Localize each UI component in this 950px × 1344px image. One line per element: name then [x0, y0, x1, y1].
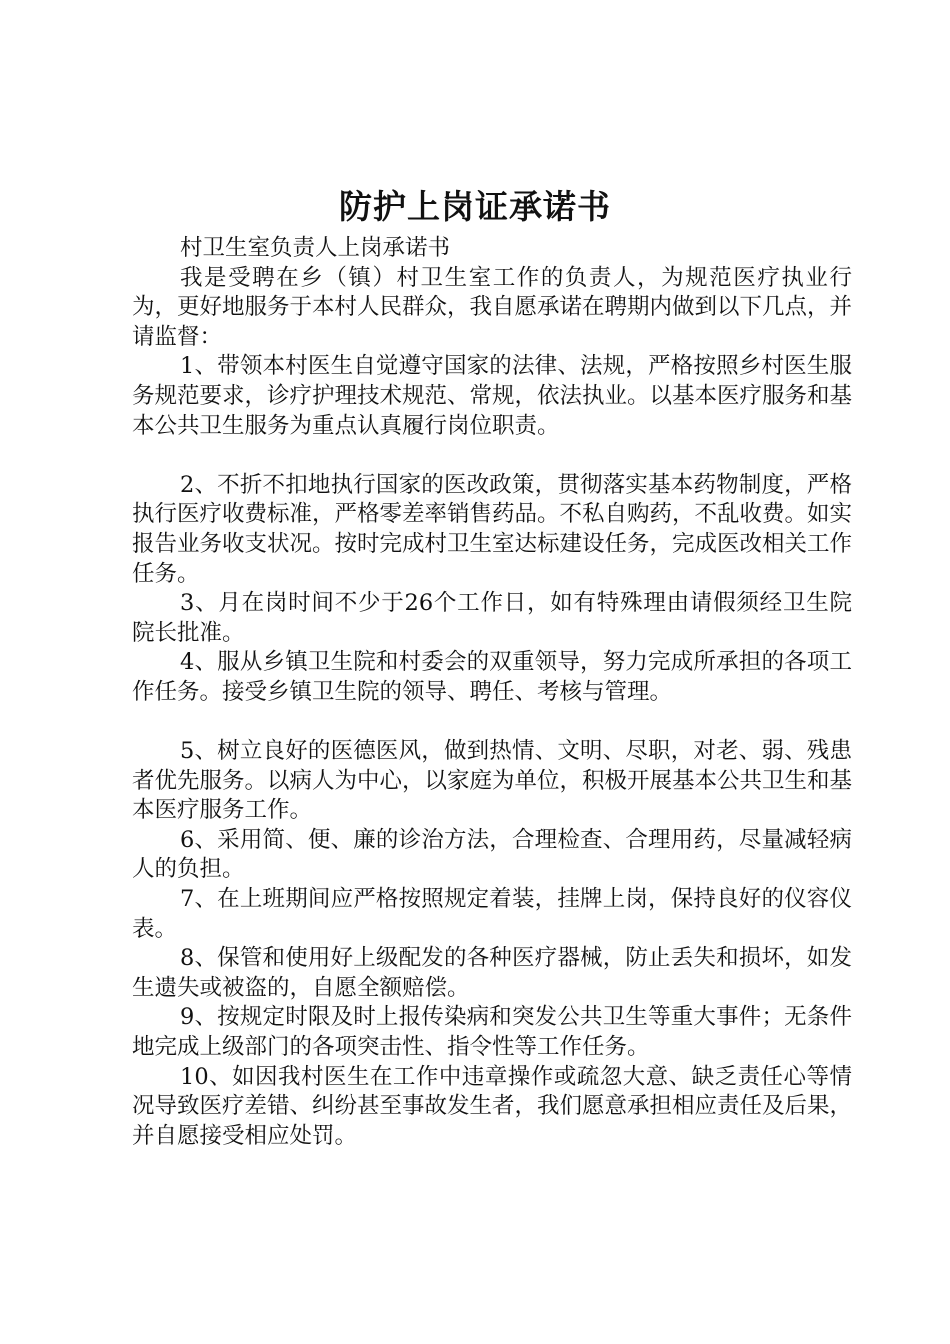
paragraph-item-7: 7、在上班期间应严格按照规定着装，挂牌上岗，保持良好的仪容仪表。	[132, 886, 852, 942]
paragraph-item-10: 10、如因我村医生在工作中违章操作或疏忽大意、缺乏责任心等情况导致医疗差错、纠纷甚至事故发生者，我们愿意承担相应责任及后果，并自愿接受相应处罚。	[132, 1063, 853, 1149]
paragraph-item-8: 8、保管和使用好上级配发的各种医疗器械，防止丢失和损坏，如发生遗失或被盗的，自愿全额赔偿。	[132, 945, 852, 1001]
paragraph-subtitle: 村卫生室负责人上岗承诺书	[180, 235, 451, 261]
paragraph-item-2: 2、不折不扣地执行国家的医改政策，贯彻落实基本药物制度，严格执行医疗收费标准，严格零差率销售药品。不私自购药，不乱收费。如实报告业务收支状况。按时完成村卫生室达标建设任务，完成医改相关工作任务。	[132, 471, 853, 587]
paragraph-item-5: 5、树立良好的医德医风，做到热情、文明、尽职，对老、弱、残患者优先服务。以病人为中心，以家庭为单位，积极开展基本公共卫生和基本医疗服务工作。	[132, 738, 853, 824]
paragraph-item-6: 6、采用简、便、廉的诊治方法，合理检查、合理用药，尽量减轻病人的负担。	[132, 826, 852, 883]
paragraph-item-1: 1、带领本村医生自觉遵守国家的法律、法规，严格按照乡村医生服务规范要求，诊疗护理技术规范、常规，依法执业。以基本医疗服务和基本公共卫生服务为重点认真履行岗位职责。	[132, 353, 853, 439]
document-title: 防护上岗证承诺书	[339, 187, 611, 226]
document-body	[132, 234, 852, 1151]
paragraph-item-3: 3、月在岗时间不少于26个工作日，如有特殊理由请假须经卫生院院长批准。	[132, 590, 852, 646]
paragraph-item-9: 9、按规定时限及时上报传染病和突发公共卫生等重大事件；无条件地完成上级部门的各项突击性、指令性等工作任务。	[132, 1004, 852, 1061]
paragraph-intro: 我是受聘在乡（镇）村卫生室工作的负责人，为规范医疗执业行为，更好地服务于本村人民群众，我自愿承诺在聘期内做到以下几点，并请监督：	[132, 264, 853, 350]
paragraph-item-4: 4、服从乡镇卫生院和村委会的双重领导，努力完成所承担的各项工作任务。接受乡镇卫生院的领导、聘任、考核与管理。	[132, 649, 852, 705]
